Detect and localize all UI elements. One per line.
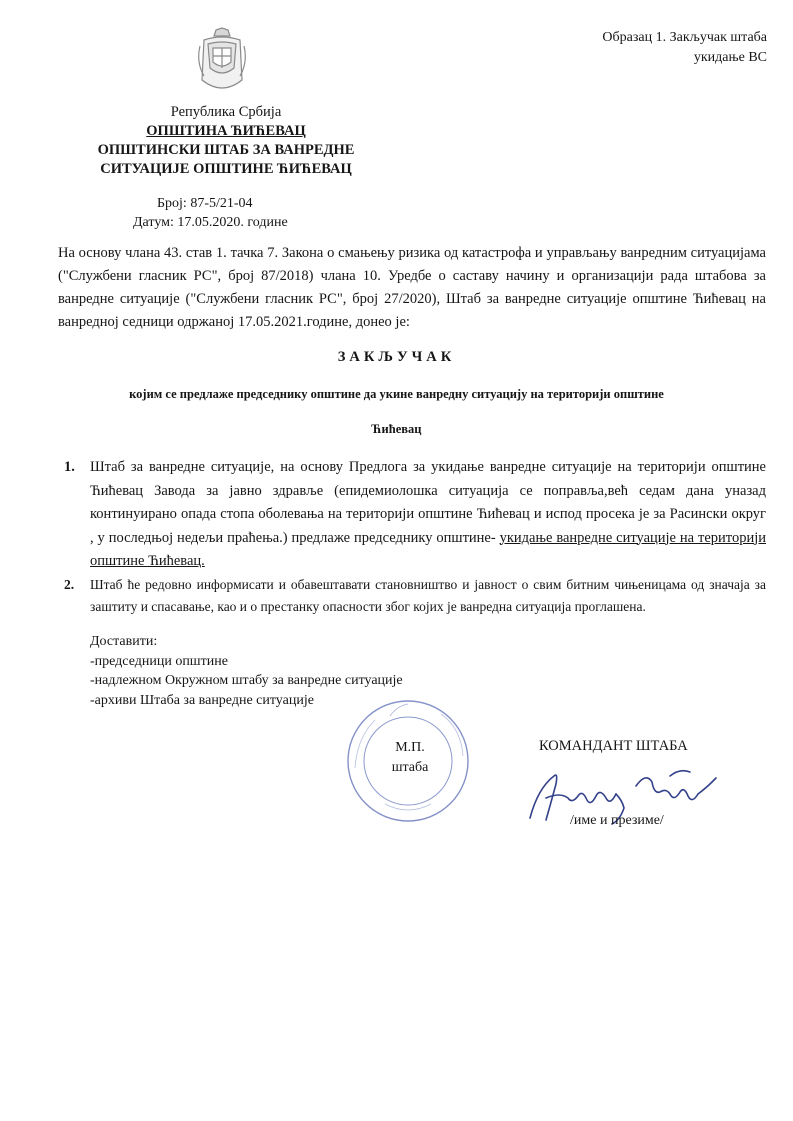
document-subtitle: којим се предлаже председнику општине да укине ванредну ситуацију на територији општине bbox=[129, 387, 664, 401]
item-text: Штаб за ванредне ситуације, на основу Предлога за укидање ванредне ситуације на територији општине Ћићевац Завода за јавно здравље (епидемиолошка ситуација се поправља,већ седам дана уназад континуирано опада стопа оболевања на територији општине Ћићевац и испод просека је за Расински округ , у последњој недељи праћења.) предлаже председнику општине- bbox=[90, 459, 766, 546]
item-number: 1. bbox=[64, 459, 75, 475]
staff-name-line1: ОПШТИНСКИ ШТАБ ЗА ВАНРЕДНЕ bbox=[97, 142, 355, 158]
staff-name-line2: СИТУАЦИЈЕ ОПШТИНЕ ЋИЋЕВАЦ bbox=[100, 161, 352, 177]
number-value: 87-5/21-04 bbox=[190, 196, 253, 211]
document-header bbox=[84, 103, 368, 179]
form-label bbox=[602, 28, 767, 68]
item-underlined-text: укидање ванредне ситуације на територији општине Ћићевац. bbox=[90, 529, 766, 569]
document-date bbox=[133, 214, 288, 233]
list-item bbox=[64, 456, 766, 574]
stamp-place-label bbox=[385, 738, 435, 778]
item-number: 2. bbox=[64, 577, 75, 592]
document-title: ЗАКЉУЧАК bbox=[337, 349, 456, 365]
coat-of-arms-icon bbox=[196, 26, 248, 96]
date-label: Датум: bbox=[133, 214, 174, 230]
municipality-label: ОПШТИНА ЋИЋЕВАЦ bbox=[146, 123, 306, 139]
document-meta bbox=[133, 195, 288, 232]
document-subtitle-line2: Ћићевац bbox=[371, 422, 422, 436]
list-item bbox=[64, 574, 766, 618]
delivery-recipient: -надлежном Окружном штабу за ванредне ситуације bbox=[90, 673, 403, 688]
delivery-recipient: -архиви Штаба за ванредне ситуације bbox=[90, 692, 314, 708]
mp-line2: штаба bbox=[391, 760, 429, 775]
conclusion-item-1 bbox=[64, 456, 766, 574]
conclusion-item-2 bbox=[64, 574, 766, 618]
number-label: Број: bbox=[157, 196, 187, 211]
form-label-line1: Образац 1. Закључак штаба bbox=[602, 30, 767, 45]
document-number bbox=[133, 195, 288, 214]
form-label-line2: укидање ВС bbox=[693, 50, 767, 65]
delivery-recipient: -председници општине bbox=[90, 653, 228, 669]
commander-title: КОМАНДАНТ ШТАБА bbox=[539, 738, 688, 754]
date-value: 17.05.2020. године bbox=[177, 214, 288, 230]
intro-paragraph: На основу члана 43. став 1. тачка 7. Закона о смањењу ризика од катастрофа и управљању ванредним ситуацијама ("Службени гласник РС", број 87/2018) члана 10. Уредбе о саставу начину и организацији рада штабова за ванредне ситуације ("Службени гласник РС", број 27/2020), Штаб за ванредне ситуације општине Ћићевац на ванредној седници одржаној 17.05.2021.године, донео је: bbox=[58, 245, 766, 330]
republic-label: Република Србија bbox=[170, 104, 282, 120]
mp-line1: М.П. bbox=[395, 740, 425, 755]
item-text: Штаб ће редовно информисати и обавештавати становништво и јавност о свим битним чињеницама од значаја за заштиту и спасавање, као и о престанку опасности због којих је ванредна ситуација проглашена. bbox=[90, 577, 766, 614]
delivery-heading: Доставити: bbox=[90, 634, 158, 649]
name-label: /име и презиме/ bbox=[570, 813, 664, 828]
